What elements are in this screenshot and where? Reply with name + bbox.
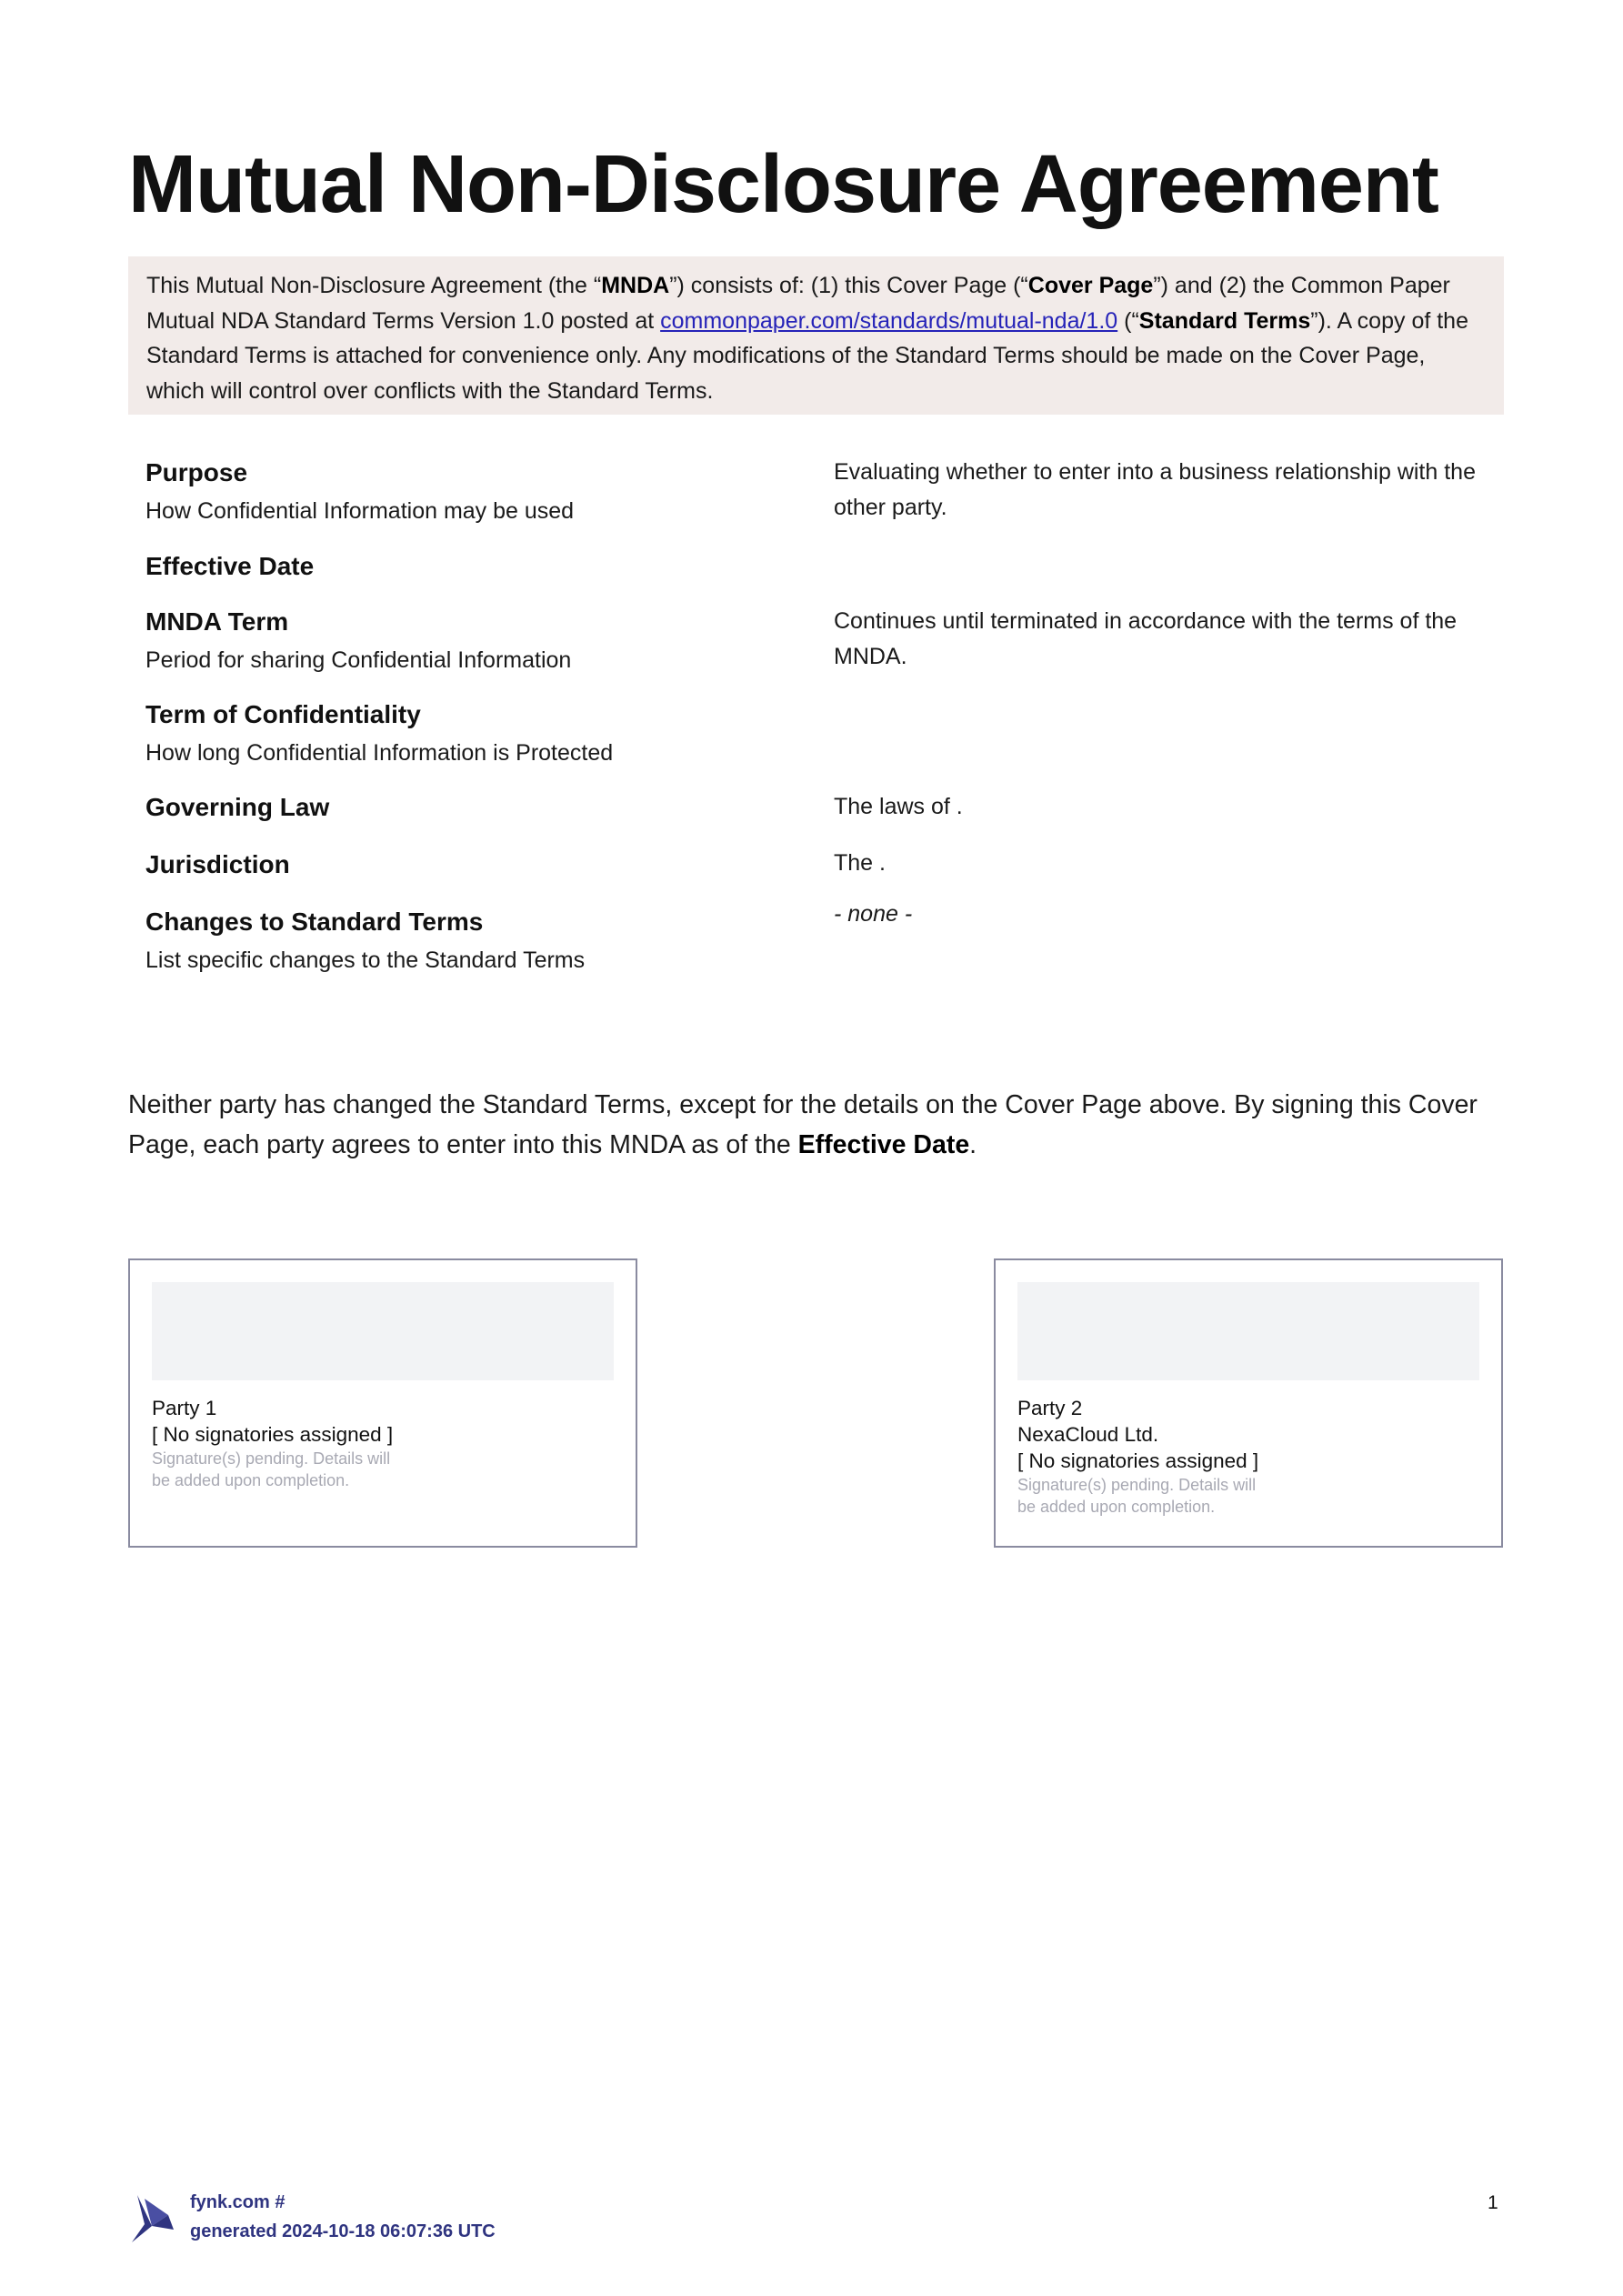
party2-signature-field[interactable] (1017, 1282, 1479, 1380)
party2-company: NexaCloud Ltd. (1017, 1423, 1159, 1446)
footer-info (190, 2188, 496, 2246)
intro-box (128, 256, 1504, 415)
party2-signatories: [ No signatories assigned ] (1017, 1449, 1259, 1472)
changes-label: Changes to Standard Terms (145, 907, 484, 936)
intro-cover-page-term: Cover Page (1027, 273, 1154, 298)
footer-generated-timestamp: generated 2024-10-18 06:07:36 UTC (190, 2221, 496, 2241)
footer-brand-link[interactable]: fynk.com # (190, 2192, 286, 2212)
party1-signature-field[interactable] (152, 1282, 614, 1380)
confidentiality-label: Term of Confidentiality (145, 700, 421, 728)
statement-text: Neither party has changed the Standard Terms, except for the details on the Cover Page above. By signing this Cover Page, each party agrees to enter into this MNDA as of the (128, 1090, 1478, 1159)
party1-signature-block (128, 1258, 637, 1548)
page-number: 1 (1488, 2192, 1498, 2213)
purpose-label: Purpose (145, 458, 248, 486)
mnda-term-label: MNDA Term (145, 607, 289, 636)
confidentiality-description: How long Confidential Information is Protected (145, 740, 614, 766)
mnda-term-description: Period for sharing Confidential Information (145, 647, 572, 673)
intro-text: (“ (1117, 307, 1139, 334)
mnda-term-value: Continues until terminated in accordance with the terms of the MNDA. (834, 608, 1458, 669)
statement-end: . (969, 1130, 977, 1159)
document-title: Mutual Non-Disclosure Agreement (128, 139, 1438, 230)
party1-label: Party 1 (152, 1397, 217, 1419)
changes-description: List specific changes to the Standard Terms (145, 947, 586, 973)
party2-signature-block (994, 1258, 1503, 1548)
governing-law-label: Governing Law (145, 793, 330, 821)
party1-signatories: [ No signatories assigned ] (152, 1423, 394, 1446)
purpose-description: How Confidential Information may be used (145, 498, 575, 524)
jurisdiction-value: The . (834, 850, 886, 876)
intro-text: ”) consists of: (1) this Cover Page (“ (669, 273, 1028, 298)
jurisdiction-label: Jurisdiction (145, 850, 290, 878)
intro-mnda-term: MNDA (601, 273, 670, 298)
party1-pending-note: Signature(s) pending. Details will be added upon completion. (152, 1449, 391, 1489)
intro-text: ”). A copy of the Standard Terms is attached for convenience only. Any modifications of the Standard Terms should be made on the Cover Page, which will control over conflicts with the Standard Terms. (146, 307, 1468, 404)
standard-terms-link[interactable]: commonpaper.com/standards/mutual-nda/1.0 (660, 307, 1118, 334)
intro-text: ”) and (2) the Common Paper Mutual NDA Standard Terms Version 1.0 posted at (146, 273, 1450, 334)
party2-pending-note: Signature(s) pending. Details will be added upon completion. (1017, 1476, 1257, 1516)
purpose-value: Evaluating whether to enter into a business relationship with the other party. (834, 459, 1476, 520)
agreement-statement (128, 1085, 1510, 1165)
fynk-logo-icon (128, 2190, 175, 2244)
party2-label: Party 2 (1017, 1397, 1083, 1419)
effective-date-label: Effective Date (145, 552, 315, 580)
statement-effective-date: Effective Date (797, 1130, 970, 1159)
changes-value: - none - (834, 901, 913, 927)
intro-standard-terms-term: Standard Terms (1138, 307, 1311, 334)
intro-text: This Mutual Non-Disclosure Agreement (the “ (146, 273, 602, 298)
governing-law-value: The laws of . (834, 794, 963, 819)
